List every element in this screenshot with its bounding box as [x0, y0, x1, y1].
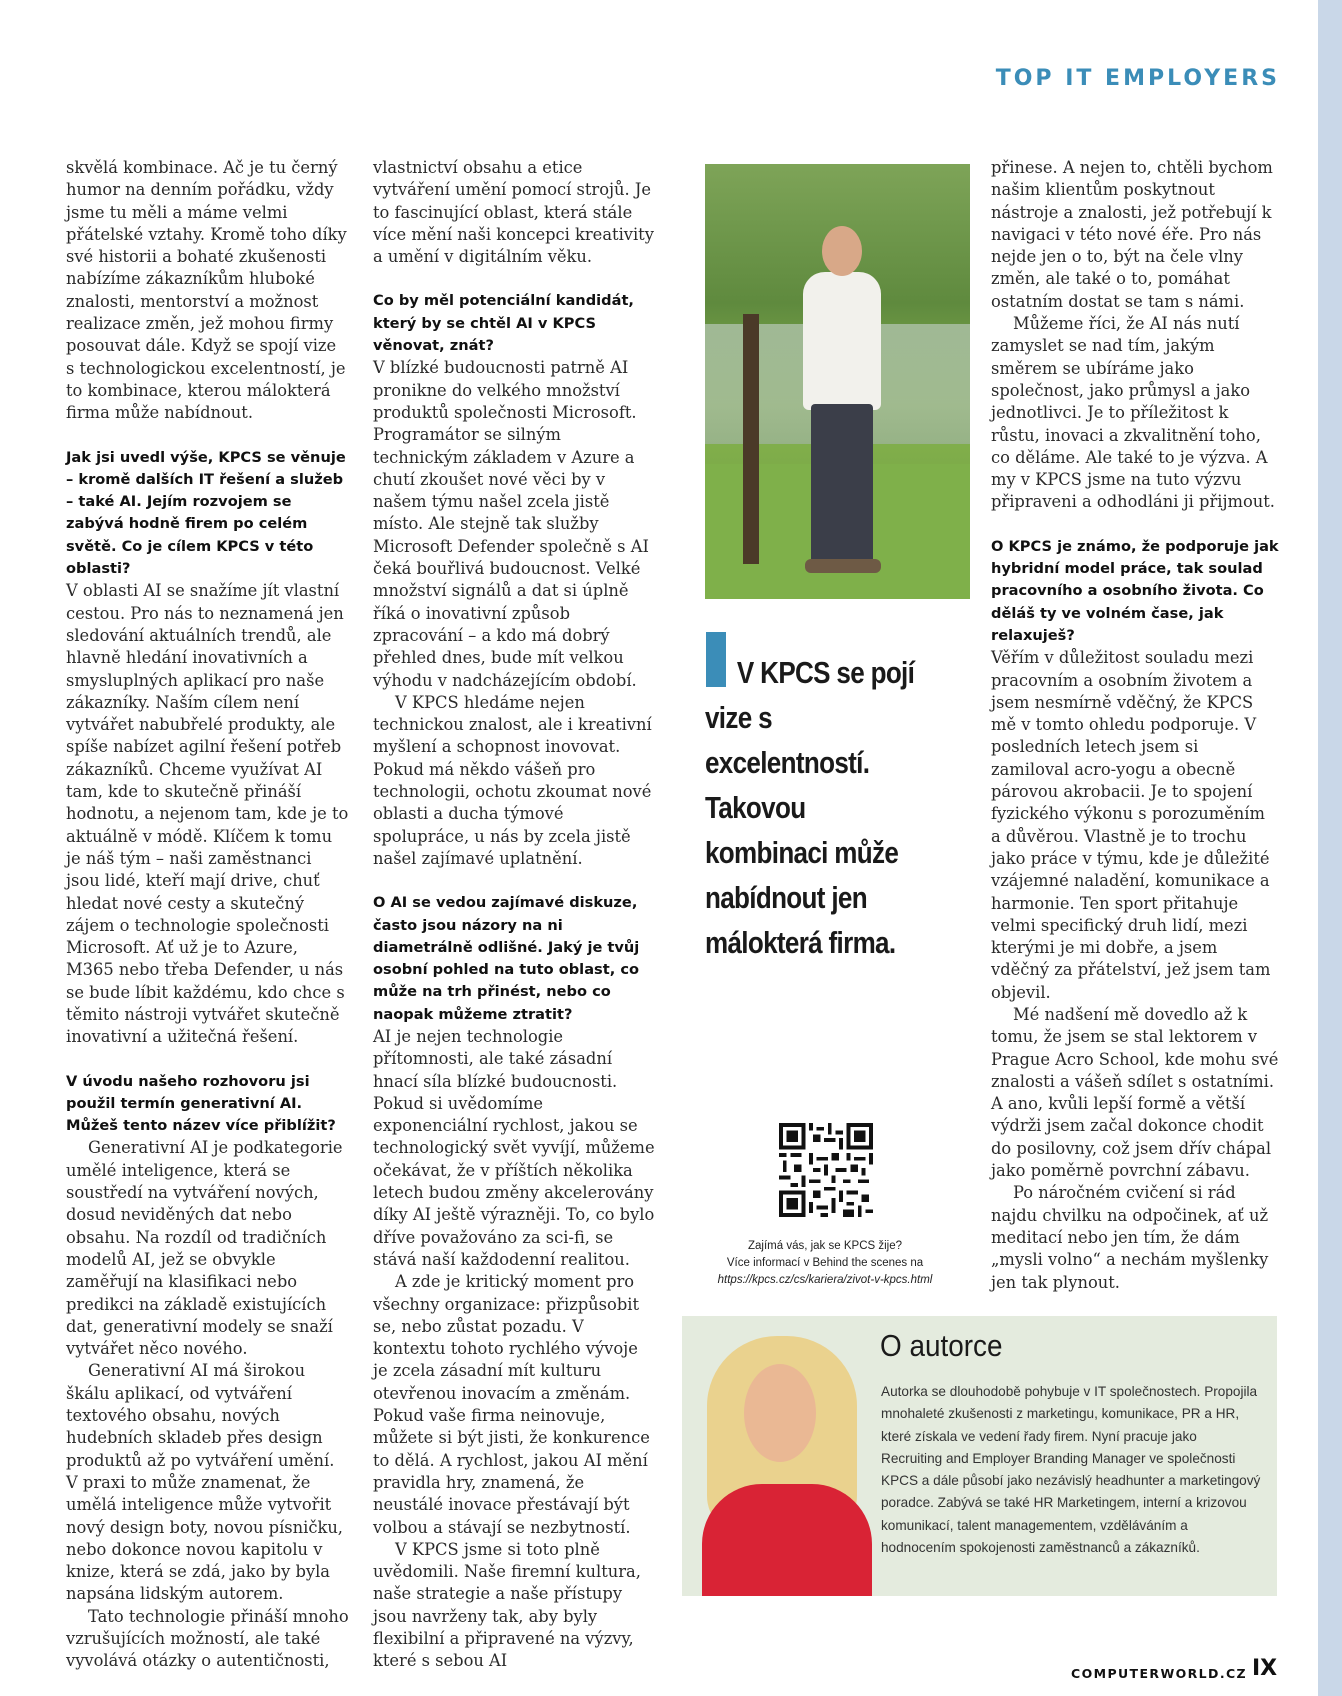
- qr-caption-line2: Více informací v Behind the scenes na: [726, 1257, 924, 1269]
- article-column-4: [991, 157, 1279, 1294]
- article-paragraph: skvělá kombinace. Ač je tu černý humor na denním pořádku, vždy jsme tu měli a máme velmi přátelské vztahy. Kromě toho díky své historii a bohaté zkušenosti nabízíme zákazníkům hluboké znalosti, mentorství a možnost realizace změn, jež mohou firmy posouvat dále. Když se spojí vize s technologickou excelentností, je to kombinace, kterou málokterá firma může nabídnout.: [66, 158, 347, 423]
- pull-quote: [705, 650, 928, 965]
- page-number: IX: [1252, 1656, 1278, 1681]
- section-title: TOP IT EMPLOYERS: [995, 66, 1280, 91]
- interview-question: O AI se vedou zajímavé diskuze, často jsou názory na ni diametrálně odlišné. Jaký je tvůj osobní pohled na tuto oblast, co může na trh přinést, nebo co naopak můžeme ztratit?: [373, 894, 640, 1023]
- article-paragraph: Po náročném cvičení si rád najdu chvilku na odpočinek, ať už meditací nebo jen tím, že dám „mysli volno“ a nechám myšlenky jen tak plynout.: [991, 1183, 1269, 1292]
- interview-question: Co by měl potenciální kandidát, který by se chtěl AI v KPCS věnovat, znát?: [373, 292, 634, 355]
- interview-question: V úvodu našeho rozhovoru jsi použil termín generativní AI. Můžeš tento název více přiblížit?: [66, 1072, 336, 1135]
- article-paragraph: AI je nejen technologie přítomnosti, ale také zásadní hnací síla blízké budoucnosti. Pokud si uvědomíme exponenciální rychlost, jakou se technologický svět vyvíjí, můžeme očekávat, že v příštích několika letech budou změny akcelerovány díky AI ještě výrazněji. To, co bylo dříve považováno za sci-fi, se stává naší každodenní realitou.: [373, 1026, 655, 1269]
- interview-question: Jak jsi uvedl výše, KPCS se věnuje – kromě dalších IT řešení a služeb – také AI. Jejím rozvojem se zabývá hodně firem po celém světě. Co je cílem KPCS v této oblasti?: [66, 448, 346, 578]
- article-paragraph: V KPCS jsme si toto plně uvědomili. Naše firemní kultura, naše strategie a naše přístupy jsou navrženy tak, aby byly flexibilní a připravené na výzvy, které s sebou AI: [373, 1539, 641, 1671]
- article-paragraph: Věřím v důležitost souladu mezi pracovním a osobním životem a jsem nesmírně vděčný, že KPCS mě v tomto ohledu podporuje. V posledních letech jsem si zamiloval acro-yogu a obecně párovou akrobacii. Je to spojení fyzického výkonu s porozuměním a důvěrou. Vlastně je to trochu jako práce v týmu, kde je důležité vzájemné naladění, komunikace a harmonie. Ten sport přitahuje velmi specifický druh lidí, mezi kterými je mi dobře, a jsem vděčný za přátelství, jež jsem tam objevil.: [991, 648, 1271, 1002]
- page-edge-stripe: [1318, 0, 1342, 1696]
- interviewee-photo: [705, 164, 970, 599]
- article-paragraph: A zde je kritický moment pro všechny organizace: přizpůsobit se, nebo zůstat pozadu. V kontextu tohoto rychlého vývoje je zcela zásadní mít kulturu otevřenou inovacím a změnám. Pokud vaše firma neinovuje, můžete si být jisti, že konkurence to dělá. A rychlost, jakou AI mění pravidla hry, znamená, že neustálé inovace přestávají být volbou a stávají se nezbytností.: [373, 1272, 650, 1537]
- qr-code-icon[interactable]: [779, 1123, 873, 1217]
- pull-quote-rest: vize s excelentností. Takovou kombinaci může nabídnout jen málokterá firma.: [705, 700, 899, 960]
- author-bio: Autorka se dlouhodobě pohybuje v IT společnostech. Propojila mnohaleté zkušenosti z marketingu, komunikace, PR a HR, které získala ve vedení řady firem. Nyní pracuje jako Recruiting and Employer Branding Manager ve společnosti KPCS a dále působí jako nezávislý headhunter a marketingový poradce. Zabývá se také HR Marketingem, interní a krizovou komunikací, talent managementem, vzděláváním a hodnocením spokojenosti zaměstnanců a zákazníků.: [881, 1384, 1261, 1556]
- author-box-title: O autorce: [880, 1328, 1003, 1363]
- qr-caption: [690, 1238, 960, 1289]
- article-column-1: [66, 157, 349, 1673]
- author-photo: [682, 1316, 882, 1596]
- article-paragraph: Tato technologie přináší mnoho vzrušujících možností, ale také vyvolává otázky o autentičnosti,: [66, 1606, 349, 1671]
- qr-caption-url[interactable]: https://kpcs.cz/cs/kariera/zivot-v-kpcs.html: [717, 1274, 933, 1286]
- qr-caption-line1: Zajímá vás, jak se KPCS žije?: [747, 1240, 903, 1252]
- article-paragraph: Můžeme říci, že AI nás nutí zamyslet se nad tím, jakým směrem se ubíráme jako společnost, jako průmysl a jako jednotlivci. Je to příležitost k růstu, inovaci a zkvalitnění toho, co děláme. Ale také to je výzva. A my v KPCS jsme na tuto výzvu připraveni a odhodláni ji přijmout.: [991, 314, 1275, 512]
- article-paragraph: vlastnictví obsahu a etice vytváření umění pomocí strojů. Je to fascinující oblast, která stále více mění naši koncepci kreativity a umění v digitálním věku.: [373, 158, 654, 267]
- article-paragraph: Generativní AI je podkategorie umělé inteligence, která se soustředí na vytváření nových, dosud neviděných dat nebo obsahu. Na rozdíl od tradičních modelů AI, jež se obvykle zaměřují na klasifikaci nebo predikci na základě existujících dat, generativní modely se snaží vytvářet něco nového.: [66, 1138, 343, 1359]
- article-paragraph: V oblasti AI se snažíme jít vlastní cestou. Pro nás to neznamená jen sledování aktuálních trendů, ale hlavně hledání inovativních a smysluplných aplikací pro naše zákazníky. Naším cílem není vytvářet nabubřelé produkty, ale spíše nabízet agilní řešení potřeb zákazníků. Chceme využívat AI tam, kde to skutečně přináší hodnotu, a nejenom tam, kde je to aktuálně v módě. Klíčem k tomu je náš tým – naši zaměstnanci jsou lidé, kteří mají drive, chuť hledat nové cesty a skutečný zájem o technologie společnosti Microsoft. Ať už je to Azure, M365 nebo třeba Defender, u nás se bude líbit každému, kdo chce s těmito nástroji vytvářet skutečně inovativní a užitečná řešení.: [66, 581, 349, 1047]
- footer-site: COMPUTERWORLD.CZ: [1071, 1666, 1248, 1681]
- article-paragraph: V blízké budoucnosti patrně AI pronikne do velkého množství produktů společnosti Microsoft. Programátor se silným technickým základem v Azure a chutí zkoušet nové věci by v našem týmu našel zcela jistě místo. Ale stejně tak služby Microsoft Defender společně s AI čeká bouřlivá budoucnost. Velké množství signálů a dat si úplně říká o inovativní způsob zpracování – a kdo má dobrý přehled dnes, bude mít velkou výhodu v nadcházejícím období.: [373, 358, 649, 690]
- article-paragraph: Mé nadšení mě dovedlo až k tomu, že jsem se stal lektorem v Prague Acro School, kde mohu své znalosti a vášeň sdílet s ostatními. A ano, kvůli lepší formě a větší výdrži jsem začal dokonce chodit do posilovny, což jsem dřív chápal jako poměrně povrchní zábavu.: [991, 1004, 1279, 1181]
- article-paragraph: V KPCS hledáme nejen technickou znalost, ale i kreativní myšlení a schopnost inovovat. Pokud má někdo vášeň pro technologii, ochotu zkoumat nové oblasti a ducha týmové spolupráce, u nás by zcela jistě našel zajímavé uplatnění.: [373, 692, 652, 868]
- interview-question: O KPCS je známo, že podporuje jak hybridní model práce, tak soulad pracovního a osobního života. Co děláš ty ve volném čase, jak relaxuješ?: [991, 537, 1279, 644]
- article-column-2: [373, 157, 657, 1673]
- article-paragraph: Generativní AI má širokou škálu aplikací, od vytváření textového obsahu, nových hudebních skladeb přes design produktů až po vytváření umění. V praxi to může znamenat, že umělá inteligence může vytvořit nový design boty, novou písničku, nebo dokonce novou kapitolu v knize, která se zdá, jako by byla napsána lidským autorem.: [66, 1361, 343, 1604]
- pull-quote-line1: V KPCS se pojí: [736, 655, 915, 690]
- article-paragraph: přinese. A nejen to, chtěli bychom našim klientům poskytnout nástroje a znalosti, jež potřebují k navigaci v této nové éře. Pro nás nejde jen o to, být na čele vlny změn, ale také o to, pomáhat ostatním dostat se tam s námi.: [991, 158, 1273, 311]
